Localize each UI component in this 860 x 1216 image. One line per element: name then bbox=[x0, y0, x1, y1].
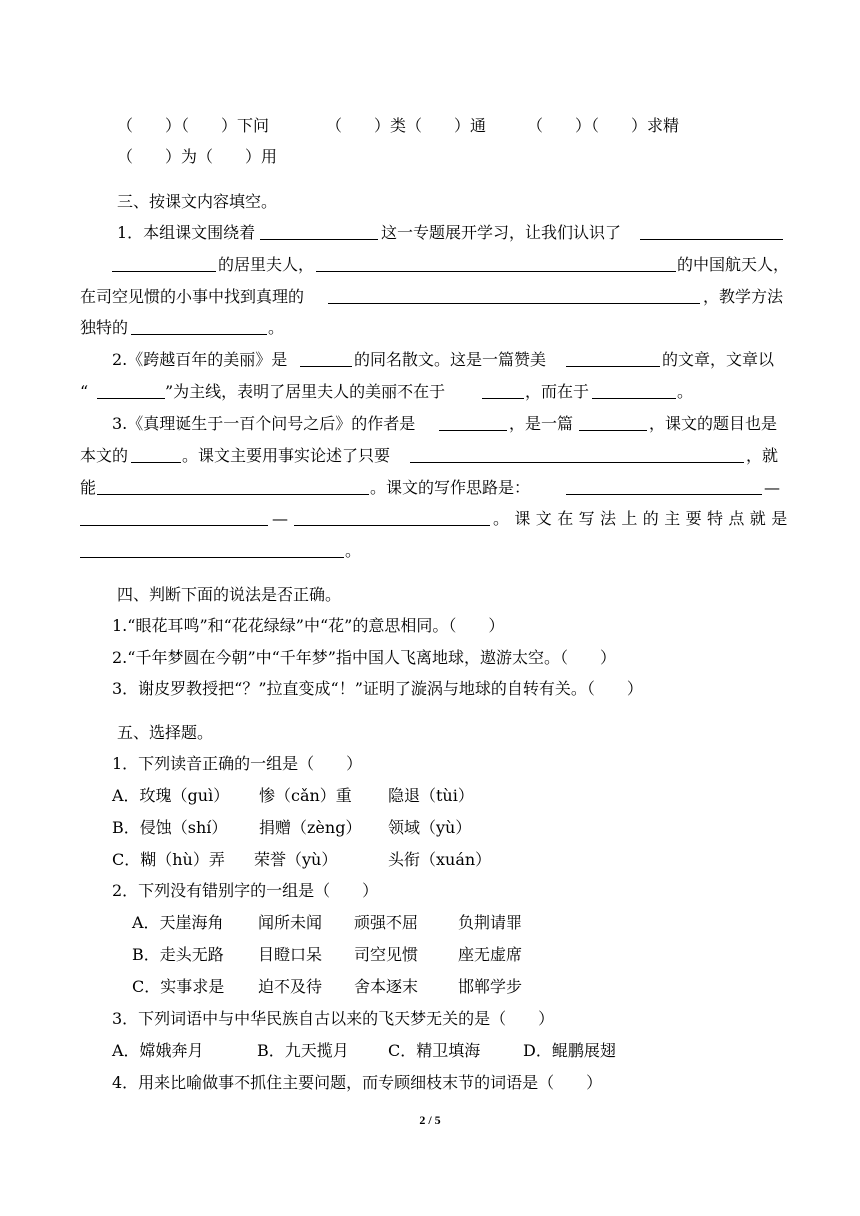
judgement-item: 2.“千年梦圆在今朝”中“千年梦”指中国人飞离地球，遨游太空。（ ） bbox=[112, 648, 616, 667]
answer-blank[interactable] bbox=[131, 317, 267, 335]
s3-q1-line2: 的居里夫人， 的中国航天人， bbox=[0, 254, 860, 364]
answer-blank[interactable] bbox=[316, 254, 676, 272]
s3-q2-line2: “ ”为主线，表明了居里夫人的美丽不在于 ，而在于 。 bbox=[80, 382, 694, 401]
s3-q1-line4: 独特的 。 bbox=[80, 318, 285, 337]
answer-blank[interactable] bbox=[131, 445, 181, 463]
choice-option-row: A．天崖海角 闻所未闻 顽强不屈 负荆请罪 bbox=[132, 913, 523, 932]
choice-option-row: A．嫦娥奔月 B．九天揽月 C．精卫填海 D．鲲鹏展翅 bbox=[112, 1041, 616, 1060]
sec2-line-2 bbox=[0, 146, 860, 190]
answer-blank[interactable] bbox=[294, 508, 490, 526]
answer-blank[interactable] bbox=[640, 222, 783, 240]
choice-question-stem: 1．下列读音正确的一组是（ ） bbox=[112, 754, 363, 773]
answer-blank[interactable] bbox=[112, 254, 216, 272]
answer-blank[interactable] bbox=[482, 381, 524, 399]
fill-blank-phrase: （ ）为（ ）用 bbox=[117, 147, 278, 166]
section-3-heading: 三、按课文内容填空。 bbox=[117, 192, 278, 211]
section-5-heading: 五、选择题。 bbox=[117, 723, 214, 742]
section-4-heading: 四、判断下面的说法是否正确。 bbox=[117, 585, 342, 604]
judgement-item: 3．谢皮罗教授把“？”拉直变成“！”证明了漩涡与地球的自转有关。（ ） bbox=[112, 679, 643, 698]
answer-blank[interactable] bbox=[579, 413, 647, 431]
answer-blank[interactable] bbox=[97, 477, 369, 495]
fill-blank-phrase: （ ）（ ）求精 bbox=[527, 116, 680, 135]
s3-q1-line1: 1．本组课文围绕着 这一专题展开学习，让我们认识了 bbox=[0, 222, 860, 332]
fill-blank-phrase: （ ）类（ ）通 bbox=[326, 116, 487, 135]
s3-q3-line5: 。 bbox=[0, 540, 860, 606]
s3-q3-line3: 能 。课文的写作思路是： — bbox=[80, 478, 780, 497]
s3-q2-line1: 2.《跨越百年的美丽》是 的同名散文。这是一篇赞美 的文章，文章以 bbox=[112, 350, 775, 369]
page-number: 2 / 5 bbox=[419, 1113, 441, 1127]
answer-blank[interactable] bbox=[592, 381, 676, 399]
answer-blank[interactable] bbox=[260, 222, 378, 240]
choice-option-row: C．糊（hù）弄 荣誉（yù） 头衔（xuán） bbox=[112, 850, 492, 869]
s3-q3-line1: 3.《真理诞生于一百个问号之后》的作者是 ，是一篇 ，课文的题目也是 bbox=[112, 414, 778, 433]
answer-blank[interactable] bbox=[410, 445, 744, 463]
choice-option-row: B．走头无路 目瞪口呆 司空见惯 座无虚席 bbox=[132, 945, 523, 964]
s3-q3-line4: — 。课文在写法上的主要特点就是 bbox=[0, 508, 860, 618]
answer-blank[interactable] bbox=[328, 286, 700, 304]
choice-option-row: B．侵蚀（shí） 捐赠（zèng） 领域（yù） bbox=[112, 818, 472, 837]
choice-question-stem: 3．下列词语中与中华民族自古以来的飞天梦无关的是（ ） bbox=[112, 1009, 555, 1028]
answer-blank[interactable] bbox=[80, 540, 344, 558]
answer-blank[interactable] bbox=[80, 508, 268, 526]
answer-blank[interactable] bbox=[566, 349, 660, 367]
answer-blank[interactable] bbox=[439, 413, 507, 431]
choice-question-stem: 4．用来比喻做事不抓住主要问题，而专顾细枝末节的词语是（ ） bbox=[112, 1073, 603, 1092]
s3-q1-line3: 在司空见惯的小事中找到真理的 ，教学方法 bbox=[80, 287, 784, 306]
answer-blank[interactable] bbox=[566, 477, 762, 495]
answer-blank[interactable] bbox=[300, 349, 352, 367]
s3-q3-line2: 本文的 。课文主要用事实论述了只要 ，就 bbox=[80, 446, 779, 465]
choice-question-stem: 2．下列没有错别字的一组是（ ） bbox=[112, 881, 379, 900]
choice-option-row: C．实事求是 迫不及待 舍本逐末 邯郸学步 bbox=[132, 977, 523, 996]
judgement-item: 1.“眼花耳鸣”和“花花绿绿”中“花”的意思相同。（ ） bbox=[112, 616, 505, 635]
choice-option-row: A．玫瑰（guì） 惨（cǎn）重 隐退（tùi） bbox=[112, 786, 474, 805]
fill-blank-phrase: （ ）（ ）下问 bbox=[117, 116, 270, 135]
answer-blank[interactable] bbox=[97, 381, 165, 399]
